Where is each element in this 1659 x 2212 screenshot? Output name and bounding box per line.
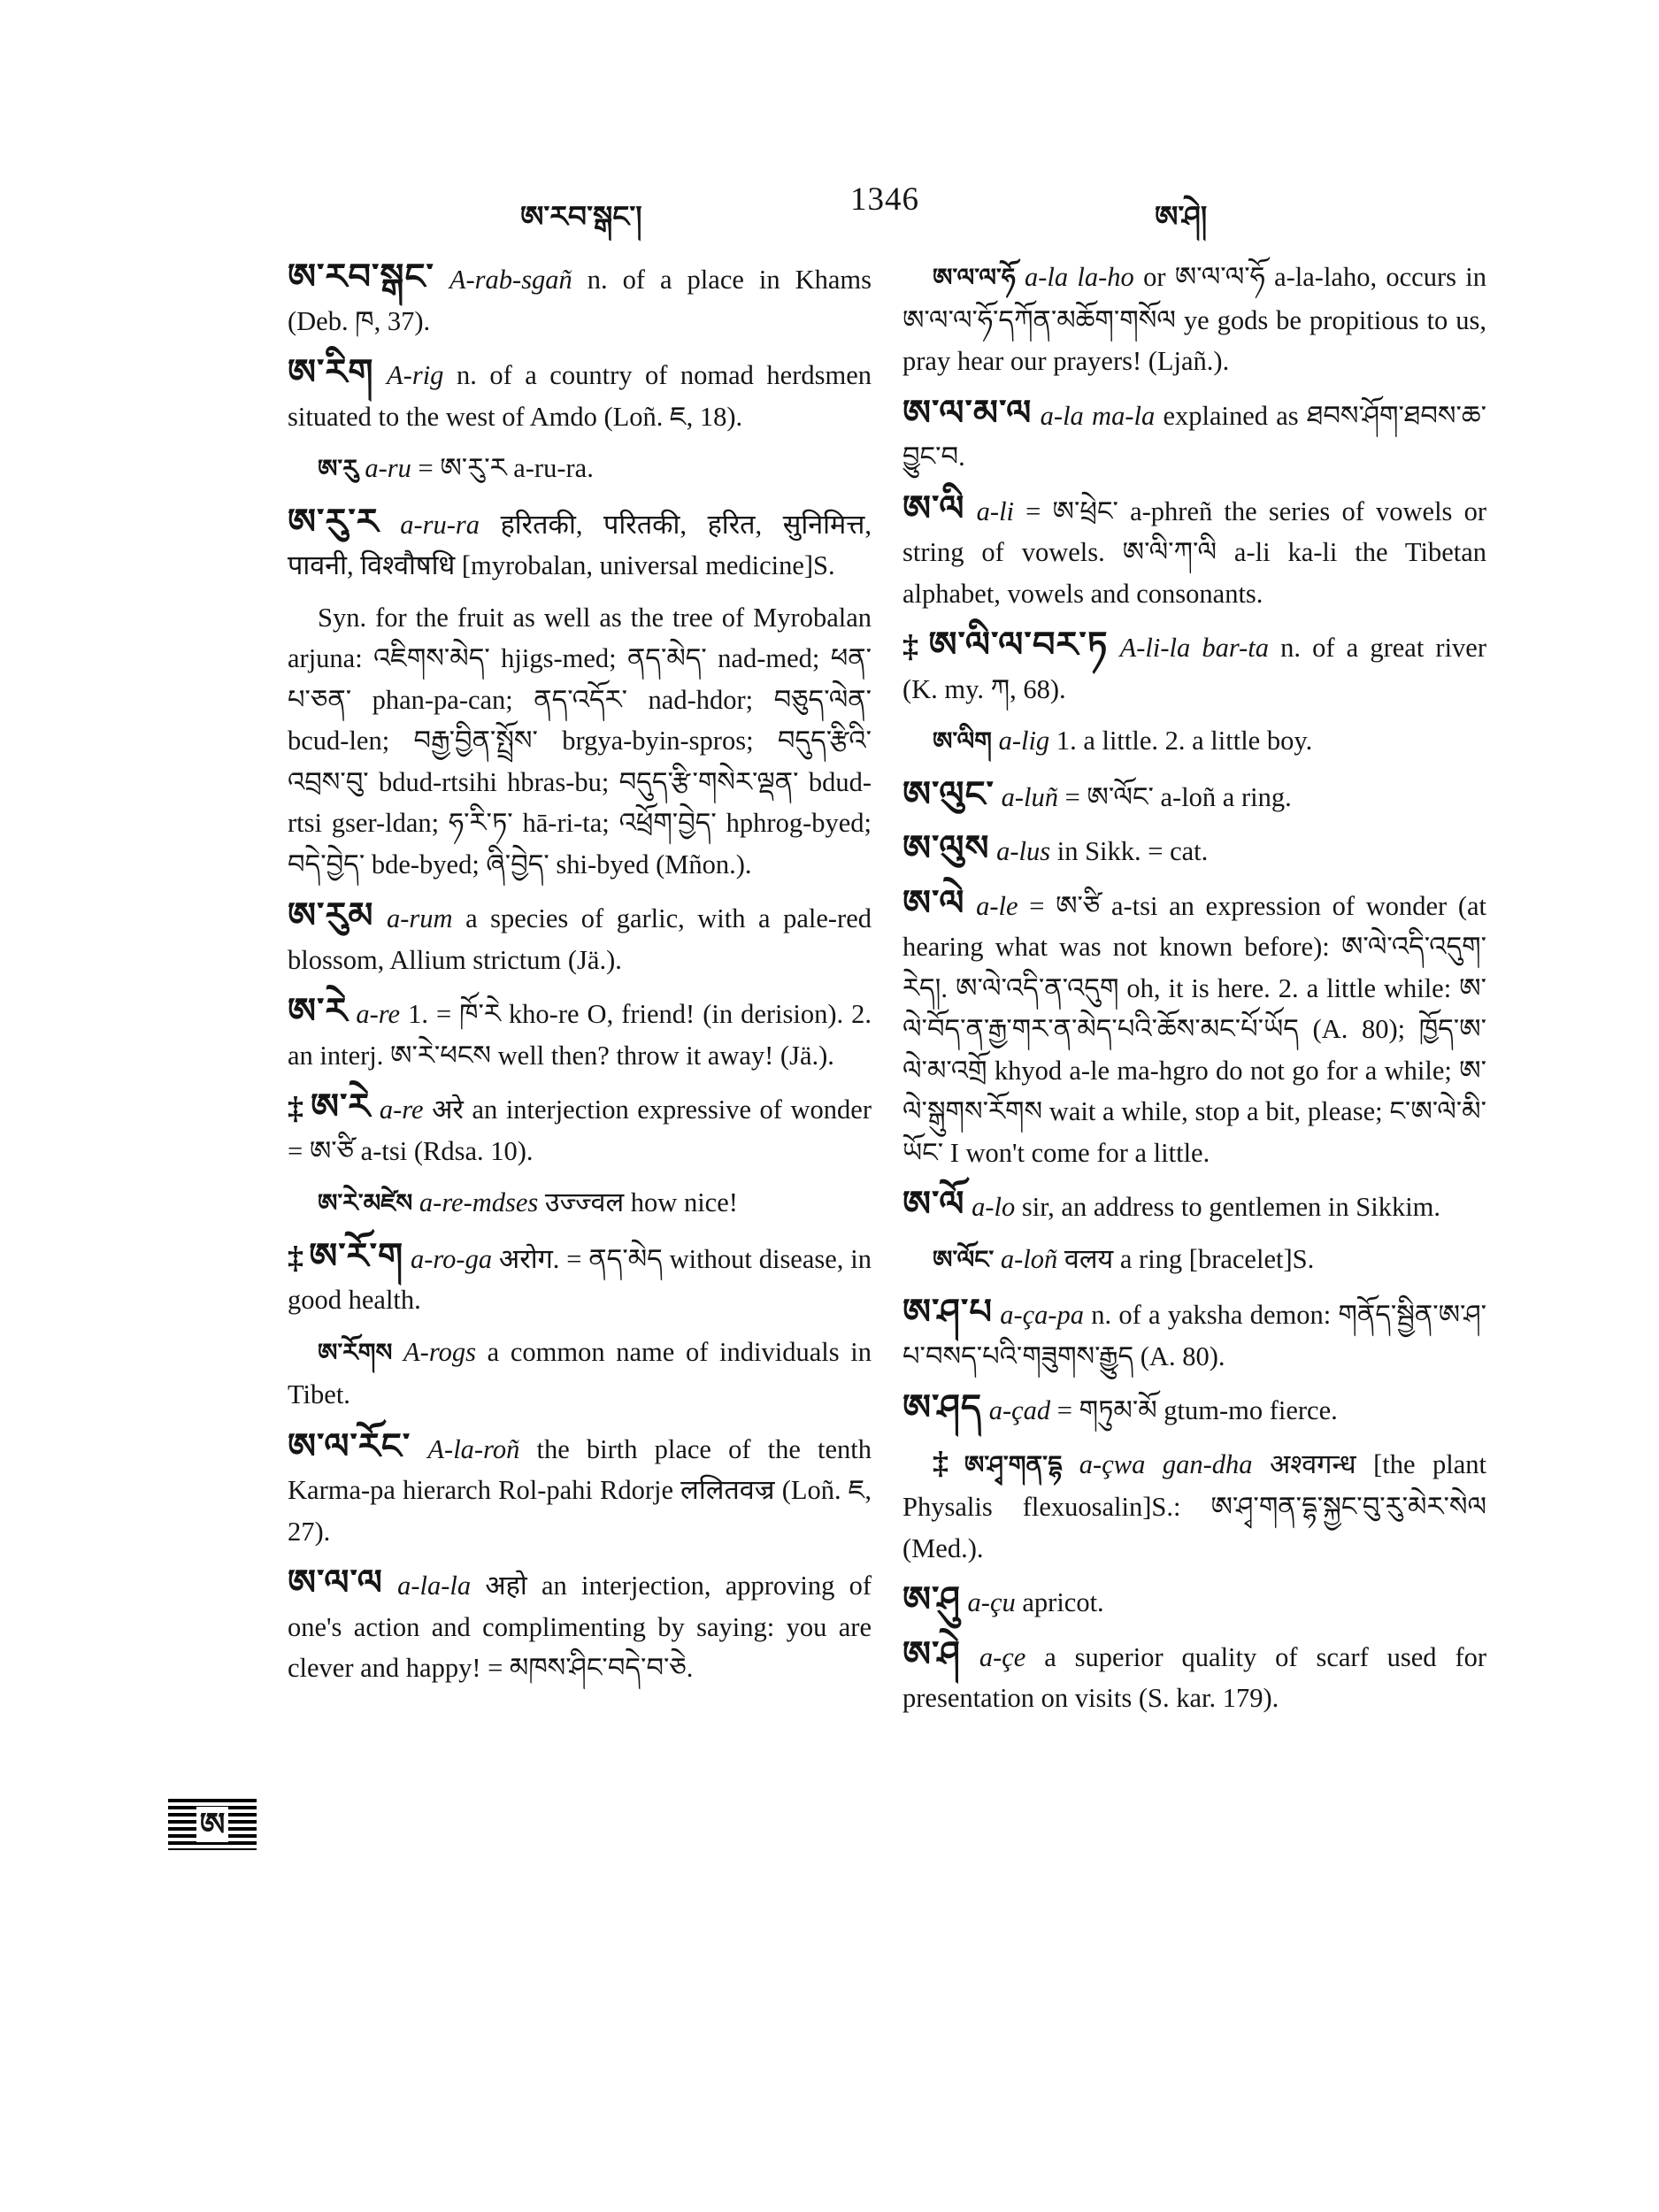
entry-definition: = ཨ་ཙི a-tsi an expression of wonder (at hearing what was not known before): ཨ་ལེ་འདི་འདུག་རེད།. ཨ་ལེ་འདི་ན་འདུག oh, it is here. 2. a little while: ཨ་ལེ་བོད་ན་རྒྱ་གར་ན་མེད་པའི་ཆོས་མང་པོ་ཡོད (A. 80); ཁྱོད་ཨ་ལེ་མ་འགྲོ khyod a-le ma-hgro do not go for a while; ཨ་ལེ་སྒུགས་རོགས wait a while, stop a bit, please; ང་ཨ་ལེ་མི་ཡོང་ I won't come for a little. bbox=[902, 890, 1486, 1168]
entry-transliteration: a-çwa gan-dha bbox=[1079, 1448, 1253, 1479]
entry-definition: in Sikk. = cat. bbox=[1050, 836, 1209, 866]
entry-text: Syn. for the fruit as well as the tree of Myrobalan arjuna: འཇིགས་མེད་ hjigs-med; ནད་མེད་ nad-med; ཕན་པ་ཅན་ phan-pa-can; ནད་འདོར་ nad-hdor; བཅུད་ལེན་ bcud-len; བརྒྱ་བྱིན་སྤྲོས་ brgya-byin-spros; བདུད་རྩིའི་འབྲས་བུ་ bdud-rtsihi hbras-bu; བདུད་རྩི་གསེར་ལྡན་ bdud-rtsi gser-ldan; ཧ་རི་ཏ་ hā-ri-ta; འཕྲོག་བྱེད་ hphrog-byed; བདེ་བྱེད་ bde-byed; ཞི་བྱེད་ shi-byed (Mñon.). bbox=[288, 602, 872, 879]
entry-transliteration: a-luñ bbox=[1001, 781, 1058, 812]
entry-headword: ཨ་རེ bbox=[288, 991, 349, 1031]
entry-alalaho bbox=[902, 257, 1486, 382]
entry-are-1 bbox=[288, 991, 872, 1076]
entry-headword: ཨ་ལ་མ་ལ bbox=[902, 392, 1033, 433]
entry-acapa bbox=[902, 1292, 1486, 1377]
entry-headword: ཨ་ལེ bbox=[902, 882, 965, 923]
entry-definition: n. of a great river (K. my. ཀ, 68). bbox=[902, 633, 1486, 704]
entry-transliteration: a-ça-pa bbox=[1000, 1300, 1085, 1330]
entry-transliteration: a-la la-ho bbox=[1024, 262, 1134, 292]
entry-definition: = ཨ་ཕྲེང་ a-phreñ the series of vowels or string of vowels. ཨ་ལི་ཀ་ལི a-li ka-li the Tibetan alphabet, vowels and consonants. bbox=[902, 495, 1487, 609]
entry-transliteration: A-rab-sgañ bbox=[449, 265, 572, 295]
entry-alo bbox=[902, 1184, 1486, 1228]
entry-arig bbox=[288, 352, 872, 437]
entry-transliteration: a-çu bbox=[967, 1587, 1016, 1617]
entry-headword: ཨ་རབ་སྒང་ bbox=[288, 257, 434, 296]
entry-arura bbox=[288, 502, 872, 587]
entry-headword: ཨ་ལུས bbox=[902, 828, 990, 868]
entry-headword: ཨ་ཤ་པ bbox=[902, 1292, 993, 1332]
entry-alila-barta bbox=[902, 625, 1486, 710]
entry-headword: ཨ་ལོང་ bbox=[933, 1246, 995, 1274]
entry-transliteration: A-la-roñ bbox=[427, 1433, 520, 1464]
sanskrit-marker-icon: ‡ bbox=[933, 1444, 959, 1480]
entry-definition: the birth place of the tenth Karma-pa hierarch Rol-pahi Rdorje ललितवज्र (Loñ. ཇ, 27). bbox=[288, 1433, 872, 1547]
entry-headword: ཨ་ཤུ bbox=[902, 1579, 961, 1619]
entry-definition: or ཨ་ལ་ལ་ཧོ a-la-laho, occurs in ཨ་ལ་ལ་ཧོ་དཀོན་མཆོག་གསོལ ye gods be propitious to us, pray hear our prayers! (Ljañ.). bbox=[902, 262, 1486, 376]
entry-headword: ཨ་རུ་ར bbox=[288, 501, 380, 541]
entry-ala-ron bbox=[288, 1426, 872, 1553]
entry-acad bbox=[902, 1387, 1486, 1432]
entry-headword: ཨ་ལ་རོང་ bbox=[288, 1425, 411, 1466]
entry-definition: उज्ज्वल how nice! bbox=[538, 1187, 738, 1217]
page-number: 1346 bbox=[850, 181, 919, 218]
entry-headword: ཨ་ལུང་ bbox=[902, 773, 995, 814]
entry-transliteration: a-lig bbox=[998, 726, 1050, 756]
entry-headword: ཨ་རོགས bbox=[318, 1339, 393, 1367]
sanskrit-marker-icon: ‡ bbox=[288, 1090, 305, 1125]
entry-ace bbox=[902, 1634, 1486, 1719]
entry-transliteration: a-lus bbox=[996, 836, 1051, 866]
entry-headword: ཨ་ཤྭ་གན་དྷ bbox=[964, 1451, 1063, 1479]
entry-headword: ཨ་རུ bbox=[318, 456, 358, 483]
entry-headword: ཨ་རོ་ག bbox=[309, 1235, 404, 1276]
entry-transliteration: a-ru-ra bbox=[400, 509, 480, 540]
entry-arum bbox=[288, 895, 872, 980]
entry-definition: a species of garlic, with a pale-red blossom, Allium strictum (Jä.). bbox=[288, 903, 872, 975]
entry-transliteration: a-re bbox=[356, 999, 401, 1029]
entry-headword: ཨ་ལི་ལ་བར་ཏ bbox=[928, 625, 1109, 664]
entry-definition: = ཨ་རུ་ར a-ru-ra. bbox=[411, 453, 594, 483]
entry-arab-sgan bbox=[288, 257, 872, 342]
entry-definition: apricot. bbox=[1015, 1587, 1104, 1617]
entry-headword: ཨ་ཤེ bbox=[902, 1633, 961, 1674]
entry-definition: explained as ཐབས་ཤོག་ཐབས་ཆ་བྱུང་བ. bbox=[902, 400, 1486, 472]
entry-definition: हरितकी, परितकी, हरित, सुनिमित्त, पावनी, विश्वौषधि [myrobalan, universal medicine]S. bbox=[288, 509, 872, 580]
entry-definition: अहो an interjection, approving of one's action and complimenting by saying: you are clever and happy! = མཁས་ཤིང་བདེ་བ་ཅེ. bbox=[288, 1571, 872, 1683]
entry-headword: ཨ་རིག bbox=[288, 352, 374, 392]
entry-transliteration: a-çe bbox=[979, 1641, 1026, 1672]
thumb-index-tab bbox=[168, 1799, 257, 1850]
entry-headword: ཨ་ལིག bbox=[933, 728, 992, 756]
entry-transliteration: a-le bbox=[976, 890, 1018, 921]
entry-transliteration: a-lo bbox=[972, 1192, 1016, 1222]
entry-alus bbox=[902, 828, 1486, 872]
entry-ali bbox=[902, 488, 1486, 615]
entry-transliteration: A-rig bbox=[387, 360, 444, 390]
entry-definition: sir, an address to gentlemen in Sikkim. bbox=[1015, 1192, 1441, 1222]
left-column bbox=[288, 257, 872, 1700]
entry-aru bbox=[288, 448, 872, 491]
entry-definition: = ཨ་ལོང་ a-loñ a ring. bbox=[1057, 781, 1292, 812]
entry-headword: ཨ་རུམ bbox=[288, 895, 374, 935]
entry-definition: 1. = ཁོ་རེ kho-re O, friend! (in derision). 2. an interj. ཨ་རེ་ཕངས well then? throw it away! (Jä.). bbox=[288, 999, 872, 1071]
entry-transliteration: a-çad bbox=[988, 1395, 1051, 1425]
entry-transliteration: a-ru bbox=[365, 453, 411, 483]
entry-alig bbox=[902, 720, 1486, 764]
entry-transliteration: a-ro-ga bbox=[411, 1243, 493, 1274]
entry-acu bbox=[902, 1579, 1486, 1624]
sanskrit-marker-icon: ‡ bbox=[902, 628, 924, 664]
entry-transliteration: a-la ma-la bbox=[1040, 400, 1156, 431]
entry-alala bbox=[288, 1563, 872, 1689]
entry-transliteration: a-li bbox=[976, 495, 1015, 526]
entry-definition: n. of a country of nomad herdsmen situated to the west of Amdo (Loñ. ཇ, 18). bbox=[288, 360, 872, 432]
entry-ale bbox=[902, 883, 1486, 1174]
entry-are-mdses bbox=[288, 1182, 872, 1225]
entry-headword: ཨ་ལི bbox=[902, 488, 965, 528]
page-header bbox=[0, 175, 1659, 234]
entry-definition: अरे an interjection expressive of wonder = ཨ་ཙི a-tsi (Rdsa. 10). bbox=[288, 1094, 872, 1166]
thumb-index-letter: ཨ bbox=[196, 1807, 229, 1842]
entry-definition: अरोग. = ནད་མེད without disease, in good health. bbox=[288, 1243, 872, 1315]
entry-are-2 bbox=[288, 1087, 872, 1171]
entry-alun bbox=[902, 774, 1486, 818]
entry-definition: = གཏུམ་མོ gtum-mo fierce. bbox=[1050, 1395, 1338, 1425]
entry-transliteration: a-loñ bbox=[1000, 1243, 1058, 1274]
entry-transliteration: A-rogs bbox=[403, 1336, 476, 1367]
entry-definition: a common name of individuals in Tibet. bbox=[288, 1336, 872, 1409]
right-column bbox=[902, 257, 1486, 1730]
entry-acwa-gandha bbox=[902, 1442, 1486, 1570]
entry-arogs bbox=[288, 1332, 872, 1416]
entry-definition: a superior quality of scarf used for presentation on visits (S. kar. 179). bbox=[902, 1641, 1487, 1713]
entry-headword: ཨ་ཤད bbox=[902, 1387, 983, 1427]
entry-transliteration: a-re-mdses bbox=[419, 1187, 539, 1217]
entry-ala-mala bbox=[902, 393, 1486, 478]
sanskrit-marker-icon: ‡ bbox=[288, 1239, 304, 1275]
entry-transliteration: a-rum bbox=[386, 903, 453, 933]
entry-definition: वलय a ring [bracelet]S. bbox=[1057, 1243, 1315, 1274]
entry-definition: n. of a place in Khams (Deb. ཁ, 37). bbox=[288, 265, 872, 336]
entry-headword: ཨ་ལ་ལ་ཧོ bbox=[933, 265, 1016, 292]
entry-headword: ཨ་རེ bbox=[310, 1087, 372, 1126]
entry-transliteration: a-re bbox=[379, 1094, 424, 1125]
entry-aroga bbox=[288, 1236, 872, 1321]
entry-transliteration: a-la-la bbox=[397, 1571, 472, 1601]
entry-transliteration: A-li-la bar-ta bbox=[1119, 633, 1270, 663]
entry-definition: n. of a yaksha demon: གནོད་སྦྱིན་ཨ་ཤ་པ་བསད་པའི་གཟུགས་རྒྱུད (A. 80). bbox=[902, 1300, 1486, 1371]
entry-headword: ཨ་ལོ bbox=[902, 1184, 965, 1224]
header-left-keyword: ཨ་རབ་སྒང་། bbox=[520, 202, 642, 234]
entry-alon bbox=[902, 1239, 1486, 1282]
header-right-keyword: ཨ་ཤེ། bbox=[1155, 202, 1208, 234]
entry-definition: अश्वगन्ध [the plant Physalis flexuosalin]S.: ཨ་ཤྭ་གན་དྷ་སྐྱང་བུ་རུ་མེར་སེལ (Med.). bbox=[902, 1448, 1486, 1563]
entry-headword: ཨ་རེ་མཛེས bbox=[318, 1190, 413, 1217]
entry-definition: 1. a little. 2. a little boy. bbox=[1049, 726, 1313, 756]
entry-headword: ཨ་ལ་ལ bbox=[288, 1563, 383, 1602]
entry-synonyms bbox=[288, 597, 872, 886]
